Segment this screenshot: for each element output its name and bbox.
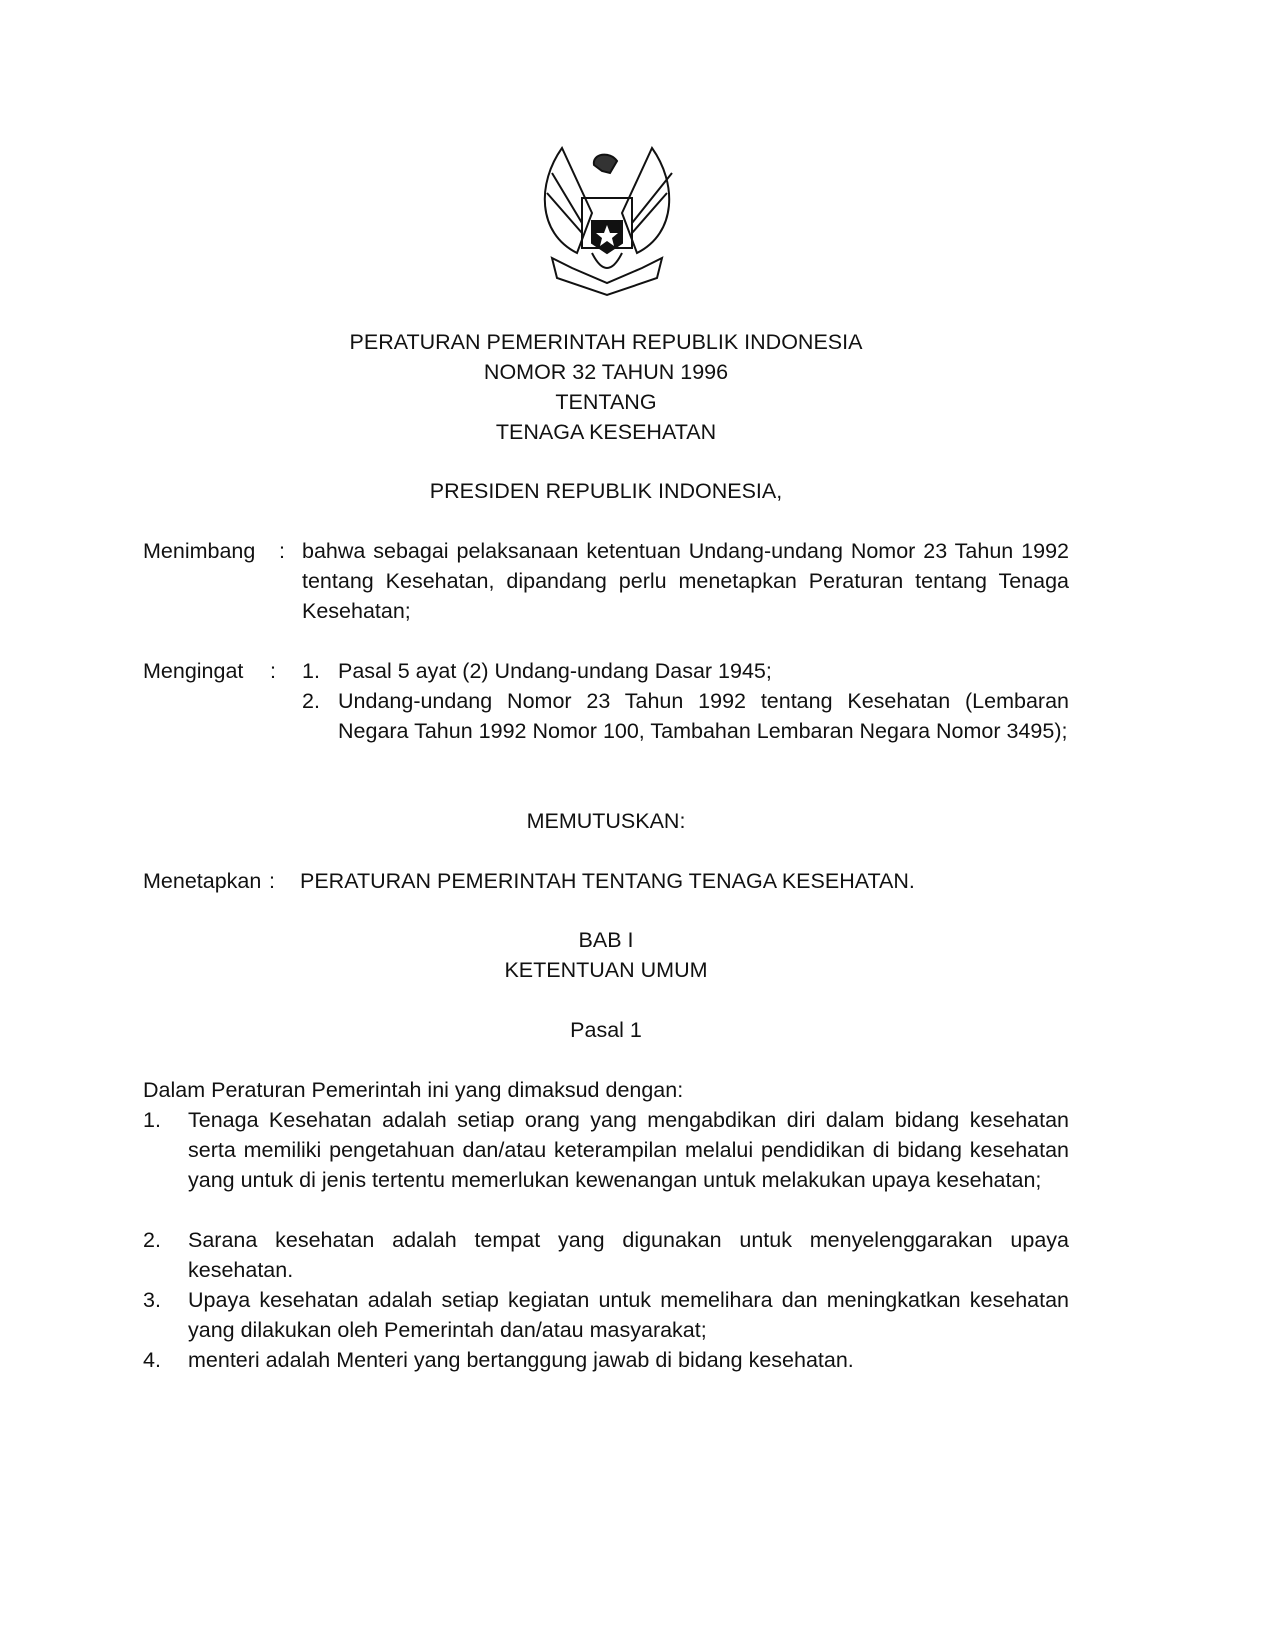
colon: : <box>270 659 276 683</box>
definition-item: Sarana kesehatan adalah tempat yang digunakan untuk menyelenggarakan upaya kesehatan. <box>188 1228 1069 1282</box>
menetapkan-section <box>143 866 1069 896</box>
mengingat-label: Mengingat <box>143 659 244 683</box>
pasal-title: Pasal 1 <box>570 1018 642 1042</box>
mengingat-item: Undang-undang Nomor 23 Tahun 1992 tentang Kesehatan (Lembaran Negara Tahun 1992 Nomor 100, Tambahan Lembaran Negara Nomor 3495); <box>338 689 1069 743</box>
heading-line: NOMOR 32 TAHUN 1996 <box>483 360 729 384</box>
menetapkan-label: Menetapkan <box>143 869 262 893</box>
heading-line: PERATURAN PEMERINTAH REPUBLIK INDONESIA <box>349 330 863 354</box>
menimbang-text: bahwa sebagai pelaksanaan ketentuan Undang-undang Nomor 23 Tahun 1992 tentang Kesehatan, dipandang perlu menetapkan Peraturan tentang Tenaga Kesehatan; <box>302 539 1069 623</box>
menetapkan-text: PERATURAN PEMERINTAH TENTANG TENAGA KESEHATAN. <box>300 869 915 893</box>
heading-line: TENTANG <box>555 390 657 414</box>
memutuskan-heading: MEMUTUSKAN: <box>526 809 686 833</box>
item-number: 4. <box>143 1348 161 1372</box>
menimbang-section <box>143 536 1069 626</box>
definition-item: Upaya kesehatan adalah setiap kegiatan untuk memelihara dan meningkatkan kesehatan yang dilakukan oleh Pemerintah dan/atau masyarakat; <box>188 1288 1069 1342</box>
item-number: 1. <box>302 659 320 683</box>
colon: : <box>279 539 285 563</box>
item-number: 3. <box>143 1288 161 1312</box>
garuda-emblem-icon <box>532 143 682 298</box>
item-number: 1. <box>143 1108 161 1132</box>
bab-title: BAB I <box>578 928 634 952</box>
heading-line: TENAGA KESEHATAN <box>495 420 717 444</box>
menimbang-label: Menimbang <box>143 539 256 563</box>
mengingat-item: Pasal 5 ayat (2) Undang-undang Dasar 1945; <box>338 659 772 683</box>
colon: : <box>269 869 275 893</box>
pasal-body <box>143 1075 1069 1375</box>
definition-item: menteri adalah Menteri yang bertanggung jawab di bidang kesehatan. <box>188 1348 854 1372</box>
bab-subtitle: KETENTUAN UMUM <box>504 958 708 982</box>
president-line: PRESIDEN REPUBLIK INDONESIA, <box>429 479 783 503</box>
pasal-intro: Dalam Peraturan Pemerintah ini yang dimaksud dengan: <box>143 1078 684 1102</box>
definition-item: Tenaga Kesehatan adalah setiap orang yang mengabdikan diri dalam bidang kesehatan serta memiliki pengetahuan dan/atau keterampilan melalui pendidikan di bidang kesehatan yang untuk di jenis tertentu memerlukan kewenangan untuk melakukan upaya kesehatan; <box>188 1108 1069 1192</box>
item-number: 2. <box>302 689 320 713</box>
mengingat-section <box>143 656 1069 776</box>
regulation-heading <box>0 327 1212 447</box>
item-number: 2. <box>143 1228 161 1252</box>
